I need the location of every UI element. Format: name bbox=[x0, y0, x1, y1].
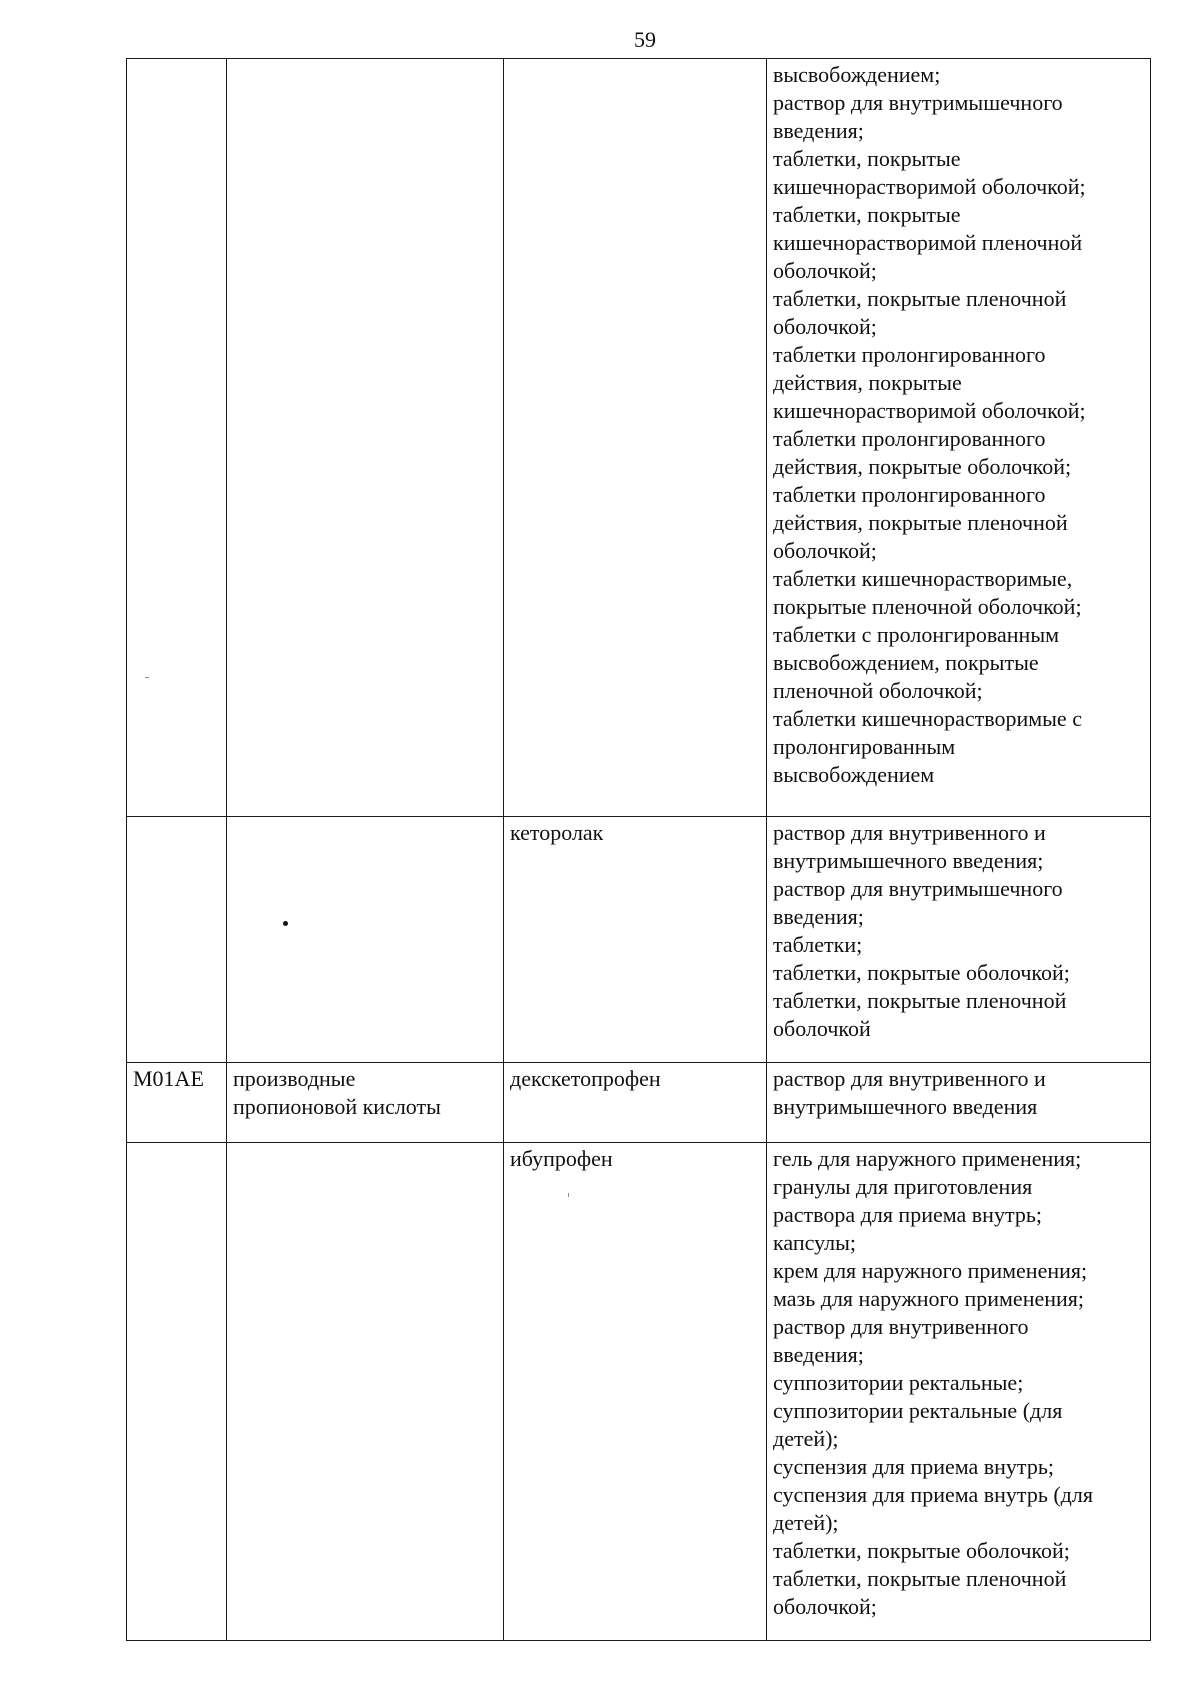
dosage-form-line: действия, покрытые bbox=[773, 370, 962, 395]
dosage-form-line: оболочкой; bbox=[773, 1594, 877, 1619]
dosage-form-line: суппозитории ректальные; bbox=[773, 1370, 1024, 1395]
dosage-form-line: таблетки кишечнорастворимые, bbox=[773, 566, 1073, 591]
group-cell bbox=[227, 1143, 504, 1641]
dosage-form-line: суспензия для приема внутрь; bbox=[773, 1454, 1054, 1479]
dosage-form-line: гранулы для приготовления bbox=[773, 1174, 1033, 1199]
dosage-form-line: раствор для внутривенного и bbox=[773, 820, 1046, 845]
dosage-form-line: таблетки; bbox=[773, 932, 863, 957]
dosage-form-line: суспензия для приема внутрь (для bbox=[773, 1482, 1093, 1507]
dosage-form-line: таблетки с пролонгированным bbox=[773, 622, 1060, 647]
dosage-form-line: таблетки, покрытые оболочкой; bbox=[773, 1538, 1070, 1563]
atc-code-cell: M01AE bbox=[127, 1063, 227, 1143]
dosage-form-line: высвобождением; bbox=[773, 62, 941, 87]
page-number: 59 bbox=[634, 27, 656, 52]
dosage-form-line: пленочной оболочкой; bbox=[773, 678, 983, 703]
dosage-form-line: детей); bbox=[773, 1426, 839, 1451]
dosage-form-line: гель для наружного применения; bbox=[773, 1146, 1082, 1171]
drug-table bbox=[126, 58, 1151, 1641]
dosage-form-line: пролонгированным bbox=[773, 734, 956, 759]
atc-code-cell bbox=[127, 1143, 227, 1641]
dosage-forms-cell bbox=[767, 817, 1151, 1063]
scan-speck-mark bbox=[145, 677, 149, 678]
group-cell bbox=[227, 59, 504, 817]
dosage-form-line: введения; bbox=[773, 118, 864, 143]
dosage-form-line: таблетки, покрытые пленочной bbox=[773, 1566, 1067, 1591]
dosage-form-line: капсулы; bbox=[773, 1230, 856, 1255]
dosage-form-line: оболочкой; bbox=[773, 314, 877, 339]
dosage-forms-cell bbox=[767, 1063, 1151, 1143]
dosage-form-line: раствор для внутримышечного bbox=[773, 876, 1063, 901]
dosage-form-line: раствора для приема внутрь; bbox=[773, 1202, 1042, 1227]
dosage-form-line: таблетки, покрытые оболочкой; bbox=[773, 960, 1070, 985]
drug-name-cell: ибупрофен bbox=[504, 1143, 767, 1641]
drug-table-body bbox=[127, 59, 1151, 1641]
dosage-forms-cell bbox=[767, 59, 1151, 817]
dosage-form-line: таблетки кишечнорастворимые с bbox=[773, 706, 1082, 731]
group-cell bbox=[227, 817, 504, 1063]
atc-code-cell bbox=[127, 59, 227, 817]
table-row bbox=[127, 1063, 1151, 1143]
dosage-form-line: детей); bbox=[773, 1510, 839, 1535]
dosage-form-line: действия, покрытые оболочкой; bbox=[773, 454, 1072, 479]
dosage-form-line: оболочкой; bbox=[773, 538, 877, 563]
dosage-form-line: кишечнорастворимой оболочкой; bbox=[773, 174, 1086, 199]
table-row bbox=[127, 817, 1151, 1063]
dosage-form-line: раствор для внутривенного bbox=[773, 1314, 1029, 1339]
dosage-form-line: кишечнорастворимой пленочной bbox=[773, 230, 1083, 255]
dosage-form-line: введения; bbox=[773, 1342, 864, 1367]
atc-code-cell bbox=[127, 817, 227, 1063]
dosage-form-line: введения; bbox=[773, 904, 864, 929]
dosage-form-line: таблетки пролонгированного bbox=[773, 482, 1046, 507]
dosage-form-line: раствор для внутривенного и bbox=[773, 1066, 1046, 1091]
dosage-form-line: таблетки пролонгированного bbox=[773, 342, 1046, 367]
dosage-form-line: суппозитории ректальные (для bbox=[773, 1398, 1063, 1423]
dosage-form-line: таблетки, покрытые пленочной bbox=[773, 286, 1067, 311]
dosage-form-line: внутримышечного введения; bbox=[773, 848, 1044, 873]
drug-name-cell bbox=[504, 59, 767, 817]
group-cell bbox=[227, 1063, 504, 1143]
dosage-form-line: внутримышечного введения bbox=[773, 1094, 1038, 1119]
dosage-forms-cell bbox=[767, 1143, 1151, 1641]
group-name-line: производные bbox=[233, 1066, 356, 1091]
drug-name-cell: декскетопрофен bbox=[504, 1063, 767, 1143]
dosage-form-line: крем для наружного применения; bbox=[773, 1258, 1088, 1283]
dosage-form-line: высвобождением bbox=[773, 762, 935, 787]
drug-name-cell: кеторолак bbox=[504, 817, 767, 1063]
dosage-form-line: таблетки, покрытые bbox=[773, 202, 961, 227]
dosage-form-line: высвобождением, покрытые bbox=[773, 650, 1039, 675]
dosage-form-line: таблетки, покрытые bbox=[773, 146, 961, 171]
dosage-form-line: таблетки пролонгированного bbox=[773, 426, 1046, 451]
scan-speck-mark bbox=[568, 1193, 569, 1197]
dosage-form-line: оболочкой bbox=[773, 1016, 871, 1041]
table-row bbox=[127, 59, 1151, 817]
scan-dot-mark bbox=[283, 921, 288, 926]
dosage-form-line: таблетки, покрытые пленочной bbox=[773, 988, 1067, 1013]
dosage-form-line: мазь для наружного применения; bbox=[773, 1286, 1085, 1311]
dosage-form-line: кишечнорастворимой оболочкой; bbox=[773, 398, 1086, 423]
dosage-form-line: покрытые пленочной оболочкой; bbox=[773, 594, 1082, 619]
group-name-line: пропионовой кислоты bbox=[233, 1094, 441, 1119]
dosage-form-line: действия, покрытые пленочной bbox=[773, 510, 1068, 535]
table-row bbox=[127, 1143, 1151, 1641]
dosage-form-line: раствор для внутримышечного bbox=[773, 90, 1063, 115]
dosage-form-line: оболочкой; bbox=[773, 258, 877, 283]
